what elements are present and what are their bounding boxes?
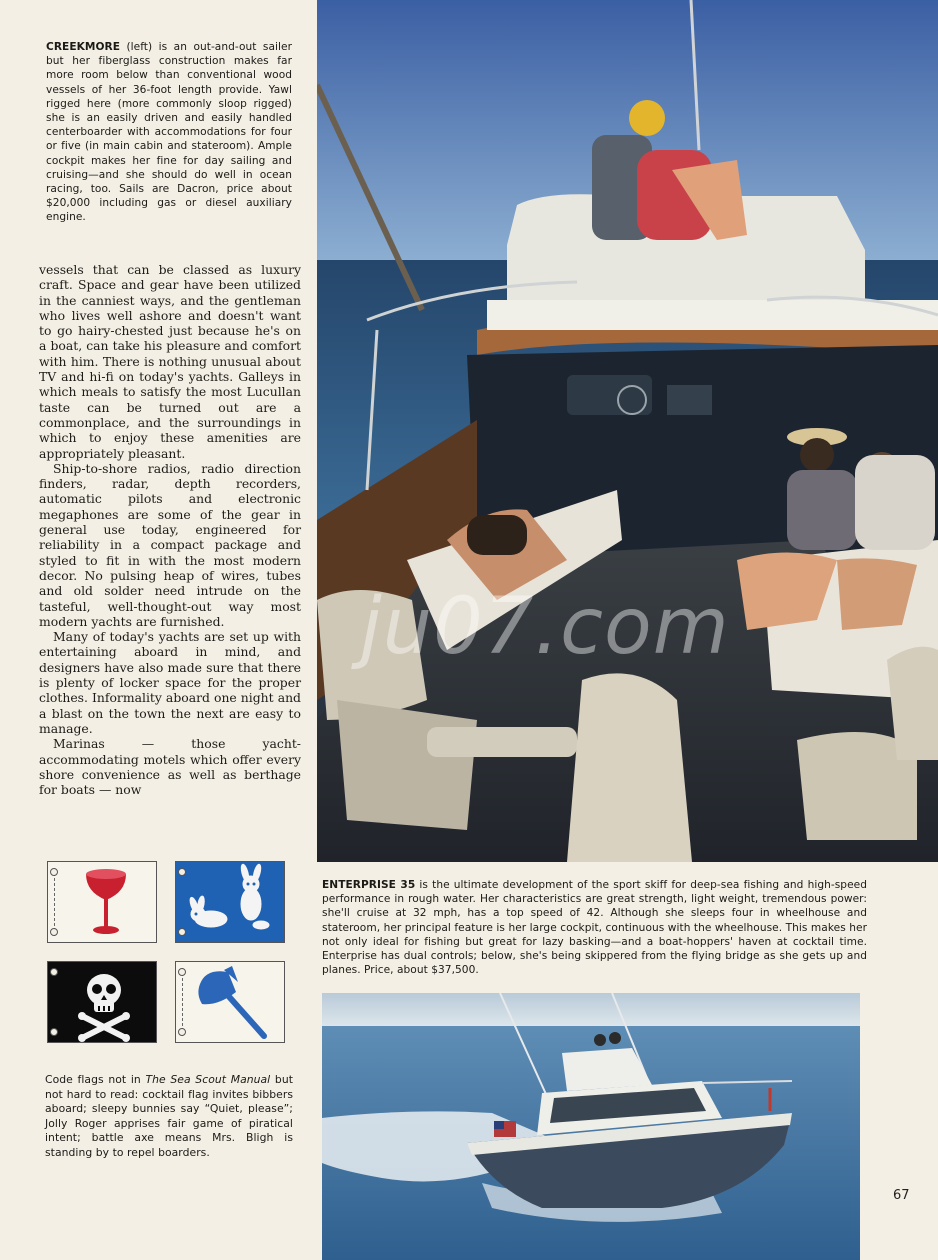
article-body — [39, 262, 301, 797]
creekmore-caption-lead: CREEKMORE — [46, 41, 121, 53]
cockpit-illustration — [317, 0, 938, 862]
sea-scout-manual-title: The Sea Scout Manual — [145, 1073, 271, 1086]
enterprise-planing-photo — [322, 993, 860, 1260]
bunnies-flag — [175, 861, 285, 943]
enterprise-caption-lead: ENTERPRISE 35 — [322, 879, 416, 891]
watermark: ju07.com — [360, 582, 730, 672]
battle-axe-icon — [176, 962, 286, 1044]
cocktail-glass-icon — [48, 862, 158, 944]
boat-illustration — [322, 993, 860, 1260]
body-paragraph: Marinas — those yacht-accommodating motels which offer every shore convenience as well as berthage for boats — now — [39, 736, 301, 798]
enterprise-caption-text: is the ultimate development of the sport skiff for deep-sea fishing and high-speed performance in rough water. Her characteristics are great strength, light weight, tremendous power: she'll cruise at 32 mph, has a top speed of 42. Although she sleeps four in wheelhouse and stateroom, her principal feature is her large cockpit, continuous with the wheelhouse. This makes her not only ideal for fishing but great for lazy basking—and a boat-hoppers' haven at cocktail time. Enterprise has dual controls; below, she's being skippered from the flying bridge as she gets up and planes. Price, about $37,500. — [322, 879, 867, 977]
flags-caption — [45, 1073, 293, 1161]
page-number: 67 — [893, 1188, 910, 1203]
jolly-roger-flag — [47, 961, 157, 1043]
enterprise-cockpit-photo — [317, 0, 938, 862]
creekmore-caption-text: (left) is an out-and-out sailer but her fiberglass construction makes far more room below than conventional wood vessels of her 36-foot length provide. Yawl rigged here (more commonly sloop rigged) she is an easily driven and easily handled centerboarder with accommodations for four or five (in main cabin and stateroom). Ample cockpit makes her fine for day sailing and cruising—and she should do well in ocean racing, too. Sails are Dacron, price about $20,000 including gas or diesel auxiliary engine. — [46, 41, 292, 224]
skull-crossbones-icon — [48, 962, 158, 1044]
battle-axe-flag — [175, 961, 285, 1043]
flags-caption-pre: Code flags not in — [45, 1073, 146, 1086]
cocktail-flag — [47, 861, 157, 943]
body-paragraph: vessels that can be classed as luxury craft. Space and gear have been utilized in the canniest ways, and the gentleman who lives well ashore and doesn't want to go hairy-chested just because he's on a boat, can take his pleasure and comfort with him. There is nothing unusual about TV and hi-fi on today's yachts. Galleys in which meals to satisfy the most Lucullan taste can be turned out are a commonplace, and the surroundings in which to enjoy these amenities are appropriately pleasant. — [39, 262, 301, 461]
creekmore-caption — [46, 40, 292, 225]
body-paragraph: Many of today's yachts are set up with entertaining aboard in mind, and designers have also made sure that there is plenty of locker space for the proper clothes. Informality aboard one night and a blast on the town the next are easy to manage. — [39, 629, 301, 736]
body-paragraph: Ship-to-shore radios, radio direction finders, radar, depth recorders, automatic pilots and electronic megaphones are some of the gear in general use today, engineered for reliability in a compact package and styled to fit in with the most modern decor. No pulsing heap of wires, tubes and old solder need intrude on the tasteful, well-thought-out way most modern yachts are furnished. — [39, 460, 301, 629]
sleepy-bunnies-icon — [176, 862, 286, 944]
enterprise-caption — [322, 878, 867, 977]
flags-caption-post: but not hard to read: cocktail flag invites bibbers aboard; sleepy bunnies say “Quiet, please”; Jolly Roger apprises fair game of piratical intent; battle axe means Mrs. Bligh is standing by to repel boarders. — [45, 1073, 294, 1159]
